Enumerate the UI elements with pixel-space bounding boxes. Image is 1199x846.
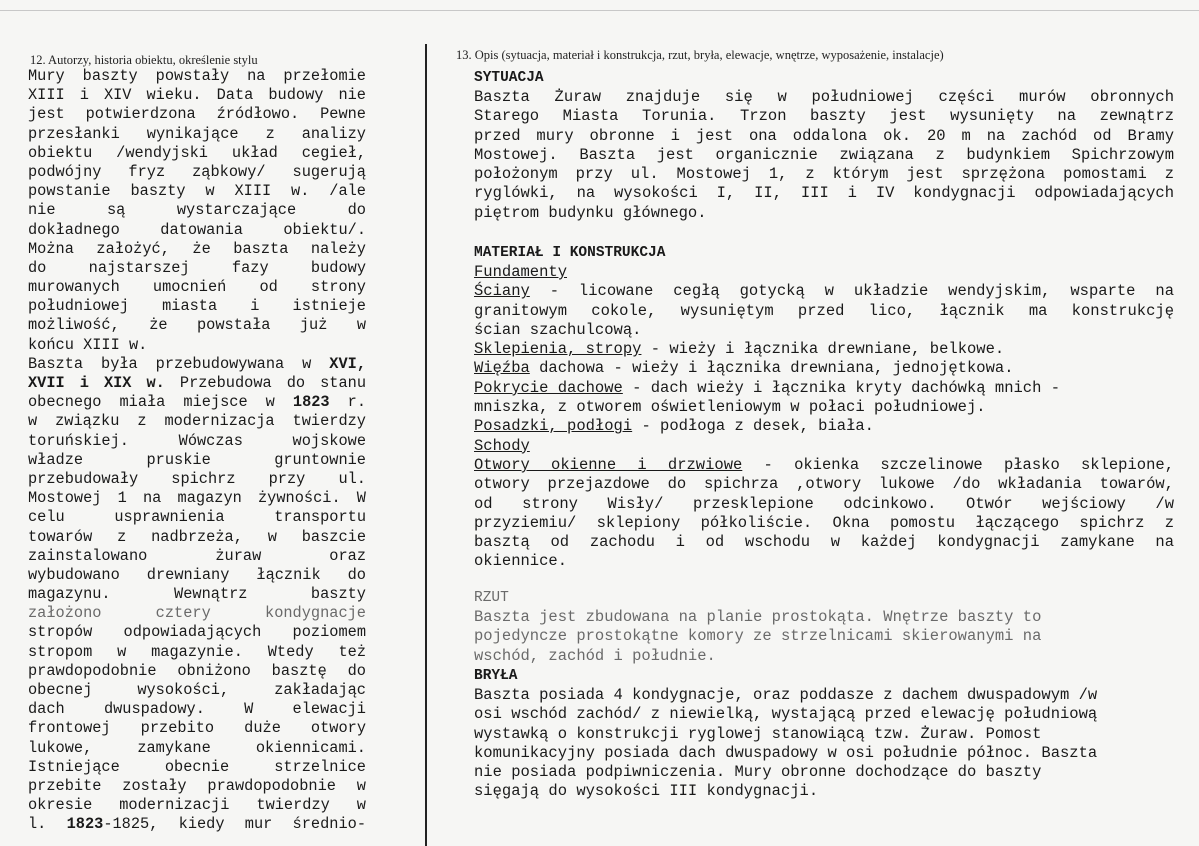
- history-line: końcu XIII w.: [28, 335, 148, 354]
- sytuacja-line: ryglówki, na wysokości I, II, III i IV kondygnacji odpowiadających: [474, 184, 1174, 203]
- bryla-line: komunikacyjny posiada dach dwuspadowy w osi południe północ. Baszta: [474, 743, 1098, 762]
- history-line: dach dwuspadowy. W elewacji: [28, 700, 366, 719]
- history-line: władze pruskie gruntownie: [28, 450, 366, 469]
- pokrycie-line: [474, 379, 1174, 398]
- left-section-header: 12. Autorzy, historia obiektu, określenie stylu: [30, 53, 258, 67]
- history-line: magazynu. Wewnątrz baszty: [28, 585, 366, 604]
- material-section: [474, 243, 1174, 572]
- rzut-section: [474, 588, 1174, 666]
- history-line: przesłanki wynikające z analizy: [28, 124, 366, 143]
- bryla-title: BRYŁA: [474, 668, 518, 684]
- material-title: MATERIAŁ I KONSTRUKCJA: [474, 245, 666, 261]
- history-line: w związku z modernizacja twierdzy: [28, 412, 366, 431]
- pokrycie-text: - dach wieży i łącznika kryty dachówką mnich -: [622, 378, 1060, 397]
- posadzki-label: Posadzki, podłogi: [474, 417, 633, 436]
- history-line: toruńskiej. Wówczas wojskowe: [28, 431, 366, 450]
- history-line: przebudowały spichrz przy ul.: [28, 469, 366, 488]
- bryla-section: [474, 666, 1174, 802]
- bryla-line: Baszta posiada 4 kondygnacje, oraz poddasze z dachem dwuspadowym /w: [474, 686, 1098, 704]
- history-line: Można założyć, że baszta należy: [28, 239, 366, 258]
- sytuacja-line: Baszta Żuraw znajduje się w południowej części murów obronnych: [474, 88, 1174, 106]
- bryla-line: nie posiada podpiwniczenia. Mury obronne dochodzące do baszty: [474, 763, 1042, 782]
- sytuacja-line: przed mury obronne i jest ona oddalona ok. 20 m na zachód od Bramy: [474, 126, 1174, 145]
- column-divider: [425, 44, 427, 846]
- pokrycie-label: Pokrycie dachowe: [474, 378, 623, 397]
- history-line: podwójny fryz ząbkowy/ sugerują: [28, 162, 366, 181]
- sciany-line: [474, 282, 1174, 301]
- wiezba-label: Więźba: [474, 359, 530, 378]
- history-line: towarów z nadbrzeża, w baszcie: [28, 527, 366, 546]
- history-line: l. 1823-1825, kiedy mur średnio-: [28, 815, 366, 834]
- history-line: XIII i XIV wieku. Data budowy nie: [28, 86, 366, 105]
- sciany-label: Ściany: [474, 282, 530, 301]
- bryla-line: osi wschód zachód/ z niewielką, wystającą przed elewację południową: [474, 705, 1098, 724]
- history-line: frontowej przebito duże otwory: [28, 719, 366, 738]
- history-line: południowej miasta i istnieje: [28, 297, 366, 316]
- history-line-bold: Baszta była przebudowywana w XVI,: [28, 354, 366, 373]
- history-line: możliwość, że powstała już w: [28, 316, 366, 335]
- otwory-text: - okienka szczelinowe płasko sklepione,: [742, 455, 1174, 474]
- otwory-line: otwory przejazdowe do spichrza ,otwory lukowe /do wkładania towarów,: [474, 475, 1174, 494]
- sciany-line: granitowym cokole, wysuniętym przed lico, łącznik ma konstrukcję: [474, 301, 1174, 320]
- fundamenty-line: [474, 263, 1174, 282]
- otwory-line: okiennice.: [474, 552, 568, 571]
- sklepienia-line: [474, 340, 1174, 359]
- history-line: okresie modernizacji twierdzy w: [28, 796, 366, 815]
- rzut-line: pojedyncze prostokątne komory ze strzelnicami skierowanymi na: [474, 627, 1042, 646]
- sytuacja-line: piętrom budynku głównego.: [474, 203, 707, 222]
- rzut-line: Baszta jest zbudowana na planie prostokąta. Wnętrze baszty to: [474, 608, 1042, 626]
- history-line: Mury baszty powstały na przełomie: [28, 67, 366, 85]
- otwory-line: przyziemiu/ sklepiony półkoliście. Okna pomostu łączącego spichrz z: [474, 513, 1174, 532]
- bryla-line: sięgają do wysokości III kondygnacji.: [474, 782, 819, 801]
- bryla-line: wystawką o konstrukcji ryglowej stanowiącą tzw. Żuraw. Pomost: [474, 724, 1042, 743]
- history-line: murowanych umocnień od strony: [28, 278, 366, 297]
- sciany-line: ścian szachulcową.: [474, 320, 642, 339]
- right-section-header: 13. Opis (sytuacja, materiał i konstrukcja, rzut, bryła, elewacje, wnętrze, wyposażenie, instalacje): [456, 48, 944, 62]
- sytuacja-section: [474, 68, 1174, 223]
- history-line: założono cztery kondygnacje: [28, 604, 366, 623]
- schody-label: Schody: [474, 436, 530, 455]
- history-line: Istniejące obecnie strzelnice: [28, 757, 366, 776]
- history-line: celu usprawnienia transportu: [28, 508, 366, 527]
- history-line: dokładnego datowania obiektu/.: [28, 220, 366, 239]
- otwory-line: basztą od zachodu i od wschodu w każdej kondygnacji zamykane na: [474, 533, 1174, 552]
- sytuacja-line: położonym przy ul. Mostowej 1, z którym jest sprzężona pomostami z: [474, 165, 1174, 184]
- schody-line: [474, 437, 1174, 456]
- sciany-text: - licowane cegłą gotycką w układzie wendyjskim, wsparte na: [529, 282, 1174, 301]
- posadzki-text: - podłoga z desek, biała.: [632, 417, 874, 436]
- history-line: XVII i XIX w. Przebudowa do stanu: [28, 374, 366, 392]
- rzut-title: RZUT: [474, 590, 509, 606]
- history-line: obecnej wysokości, zakładając: [28, 681, 366, 699]
- history-line: stropów odpowiadających poziomem: [28, 623, 366, 642]
- otwory-line: od strony Wisły/ przesklepione odcinkowo. Otwór wejściowy /w: [474, 494, 1174, 513]
- wiezba-line: [474, 359, 1174, 378]
- history-line: prawdopodobnie obniżono basztę do: [28, 661, 366, 680]
- history-line: obecnego miała miejsce w 1823 r.: [28, 393, 366, 412]
- history-line: nie są wystarczające do: [28, 201, 366, 220]
- history-line: przebite zostały prawdopodobnie w: [28, 776, 366, 795]
- posadzki-line: [474, 417, 1174, 436]
- sklepienia-text: - wieży i łącznika drewniane, belkowe.: [641, 340, 1005, 359]
- history-line: lukowe, zamykane okiennicami.: [28, 738, 366, 757]
- history-line: stropom w magazynie. Wtedy też: [28, 642, 366, 661]
- history-line: wybudowano drewniany łącznik do: [28, 565, 366, 584]
- history-column: [28, 67, 366, 835]
- pokrycie-line: mniszka, z otworem oświetleniowym w połaci południowej.: [474, 398, 986, 417]
- history-line: powstanie baszty w XIII w. /ale: [28, 182, 366, 201]
- history-line: jest potwierdzona źródłowo. Pewne: [28, 105, 366, 124]
- wiezba-text: dachowa - wieży i łącznika drewniana, jednojętkowa.: [529, 359, 1014, 378]
- sytuacja-title: SYTUACJA: [474, 70, 544, 86]
- sklepienia-label: Sklepienia, stropy: [474, 340, 642, 359]
- sytuacja-line: Starego Miasta Torunia. Trzon baszty jest wysunięty na zewnątrz: [474, 107, 1174, 126]
- otwory-line: [474, 456, 1174, 475]
- history-line: zainstalowano żuraw oraz: [28, 546, 366, 565]
- sytuacja-line: Mostowej. Baszta jest organicznie związana z budynkiem Spichrzowym: [474, 145, 1174, 164]
- fundamenty-label: Fundamenty: [474, 263, 568, 281]
- history-line: obiektu /wendyjski układ cegieł,: [28, 143, 366, 162]
- history-line: Mostowej 1 na magazyn żywności. W: [28, 489, 366, 508]
- rzut-line: wschód, zachód i południe.: [474, 646, 716, 665]
- otwory-label: Otwory okienne i drzwiowe: [474, 455, 743, 474]
- history-line: do najstarszej fazy budowy: [28, 258, 366, 277]
- top-border-line: [0, 10, 1199, 11]
